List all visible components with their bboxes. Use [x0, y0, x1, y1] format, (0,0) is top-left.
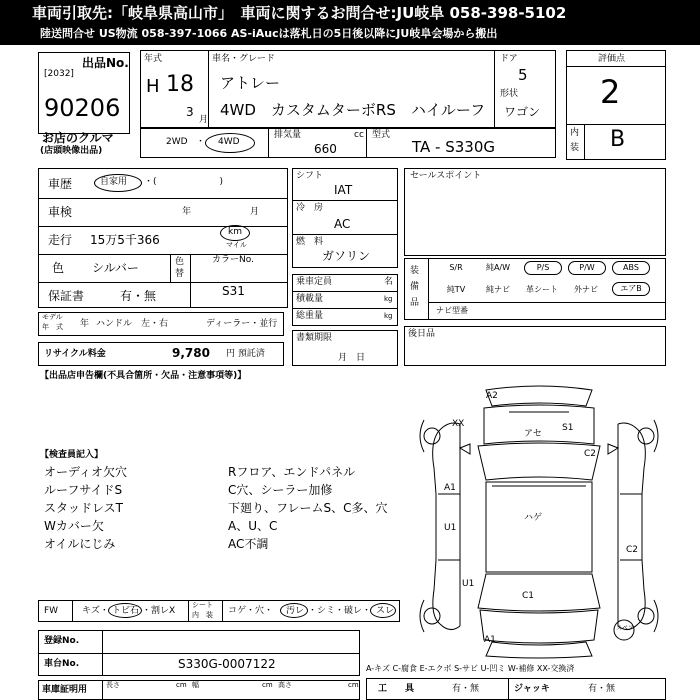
equip-ps: P/S: [524, 261, 562, 275]
fw-label: FW: [44, 606, 59, 616]
insp-right-4: A、U、C: [228, 519, 278, 533]
seat-label-1: シート: [192, 601, 213, 609]
fw-rest: ・割レX: [142, 606, 176, 616]
fuel-value: ガソリン: [322, 249, 371, 263]
load-label: 積載量: [296, 294, 324, 304]
mark-c2-right: C2: [626, 545, 639, 555]
cert-cm-2: cm: [262, 681, 273, 689]
equip-leather: 革シート: [526, 285, 558, 294]
reg-label: 車歴: [48, 177, 73, 191]
score-value: 2: [600, 73, 621, 111]
color-no-label: カラーNo.: [212, 255, 254, 265]
mark-xx: XX: [452, 419, 465, 429]
insp-left-1: オーディオ欠穴: [44, 465, 128, 479]
equip-aw: 純A/W: [485, 263, 511, 272]
mileage-label: 走行: [48, 233, 73, 247]
color-value: シルバー: [92, 261, 139, 275]
equip-label-1: 装: [410, 266, 420, 276]
door-label: ドア: [500, 54, 518, 64]
equip-tv: 純TV: [446, 285, 466, 294]
drive-sep: ・: [196, 137, 206, 147]
mile-sub: マイル: [226, 241, 247, 249]
mark-c2-top: C2: [584, 449, 597, 459]
model-label: 型式: [372, 130, 391, 140]
interior-label-1: 内: [570, 128, 580, 138]
seat-label-2: 内 装: [192, 611, 213, 619]
month-value: 3: [186, 105, 194, 119]
equip-label-3: 品: [410, 298, 420, 308]
drive-2wd: 2WD: [166, 137, 188, 147]
stain: 汚レ: [286, 606, 305, 616]
model-year-label-1: モデル: [42, 313, 63, 321]
recycle-value: 9,780: [172, 346, 210, 360]
interior-text: コゲ・穴・: [228, 606, 274, 616]
equip-pw: P/W: [568, 261, 606, 275]
equip-abs: ABS: [612, 261, 650, 275]
door-value: 5: [518, 66, 528, 84]
shop-sub: (店頭映像出品): [40, 146, 103, 156]
tools-value: 有・無: [452, 684, 480, 694]
color-label: 色: [52, 261, 65, 275]
handle-year-unit: 年: [80, 319, 90, 329]
shop-label: お店のクルマ: [42, 131, 114, 145]
inspection-label: 【検査員記入】: [40, 450, 104, 460]
month-unit: 月: [199, 115, 209, 125]
warranty-value: 有・無: [120, 289, 157, 303]
color-swap-1: 色: [175, 257, 185, 267]
displacement: 660: [314, 142, 337, 156]
cert-height: 高さ: [278, 681, 292, 689]
model-value: TA - S330G: [412, 138, 495, 156]
sales-box: [404, 168, 666, 256]
fw-sep: キズ・: [82, 606, 109, 616]
reg-rest: ・( ): [144, 177, 224, 187]
mark-s1: S1: [562, 423, 574, 433]
reg-no-label: 登録No.: [44, 636, 80, 646]
mark-u1-right: U1: [462, 579, 475, 589]
cert-cm-3: cm: [348, 681, 359, 689]
doc-unit: 月 日: [338, 353, 366, 363]
reg-value: 自家用: [100, 177, 128, 187]
handle: ハンドル 左・右: [96, 319, 169, 329]
after-box: [404, 326, 666, 366]
jack-value: 有・無: [588, 684, 616, 694]
year-value: 18: [166, 72, 194, 97]
car-diagram: [414, 384, 664, 660]
recycle-label: リサイクル料金: [44, 349, 106, 359]
ac-value: AC: [334, 217, 351, 231]
after-label: 後日品: [408, 329, 436, 339]
warranty-label: 保証書: [48, 289, 85, 303]
chassis-label: 車台No.: [44, 659, 80, 669]
fw-mark: トビ石: [112, 606, 140, 616]
car-grade: 4WD カスタムターボRS ハイルーフ: [220, 101, 486, 119]
shift-value: IAT: [334, 183, 353, 197]
capacity-unit: 名: [384, 277, 394, 287]
equip-ext-navi: 外ナビ: [574, 285, 598, 294]
spare-label: スペア: [616, 625, 635, 632]
disp-label: 排気量: [274, 130, 302, 140]
weight-unit: kg: [384, 312, 393, 320]
era: H: [146, 76, 160, 97]
interior-rest: ・シミ・破レ・: [308, 606, 372, 616]
shift-label: シフト: [296, 171, 324, 181]
equip-navi: 純ナビ: [486, 285, 510, 294]
equip-label-2: 備: [410, 282, 420, 292]
declaration-label: 【出品店申告欄(不具合箇所・欠品・注意事項等)】: [40, 371, 247, 381]
mileage-unit: km: [228, 227, 242, 237]
insp-left-5: オイルにじみ: [44, 537, 116, 551]
insp-right-2: C穴、シーラー加修: [228, 483, 333, 497]
sure: スレ: [376, 606, 395, 616]
mark-u1-left: U1: [444, 523, 457, 533]
year-label: 年式: [144, 54, 163, 64]
sales-label: セールスポイント: [410, 171, 482, 181]
load-unit: kg: [384, 295, 393, 303]
car-name: アトレー: [220, 74, 281, 92]
tools-label: 工 具: [378, 684, 415, 694]
header-line-2: 陸送問合せ US物流 058-397-1066 AS-iAucは落札日の5日後以降にJU岐阜会場から搬出: [40, 27, 498, 40]
inspect-month-unit: 月: [250, 207, 260, 217]
disp-unit: cc: [354, 130, 364, 140]
drive-4wd: 4WD: [218, 137, 240, 147]
model-year-label-2: 年 式: [42, 323, 63, 331]
lot-small: [2032]: [44, 69, 74, 79]
inspect-year-unit: 年: [182, 207, 192, 217]
inspect-label: 車検: [48, 205, 73, 219]
history-box: [38, 168, 288, 308]
equip-sr: S/R: [449, 263, 463, 272]
interior-value: B: [610, 127, 626, 152]
cert-width: 幅: [192, 681, 199, 689]
interior-label-2: 装: [570, 143, 580, 153]
recycle-unit: 円 預託済: [226, 349, 265, 359]
mark-a1-left: A1: [444, 483, 456, 493]
color-swap-2: 替: [175, 269, 185, 279]
doc-label: 書類期限: [296, 333, 333, 343]
score-label: 評価点: [598, 54, 626, 64]
cert-cm-1: cm: [176, 681, 187, 689]
lot-number: 90206: [44, 94, 121, 122]
insp-left-4: Wカバー欠: [44, 519, 104, 533]
mark-a2: A2: [486, 391, 498, 401]
insp-right-3: 下廻り、フレームS、C多、穴: [228, 501, 388, 515]
cert-label: 車庫証明用: [42, 685, 88, 695]
mark-a1-bottom: A1: [484, 635, 496, 645]
mark-hage: ハゲ: [524, 513, 543, 523]
insp-left-3: スタッドレスT: [44, 501, 123, 515]
equip-airbag: エアB: [612, 282, 650, 296]
ac-label: 冷 房: [296, 203, 324, 213]
mileage-value: 15万5千366: [90, 233, 160, 247]
chassis-value: S330G-0007122: [178, 657, 276, 671]
fuel-label: 燃 料: [296, 237, 324, 247]
lot-label: 出品No.: [82, 56, 129, 70]
insp-right-5: AC不調: [228, 537, 269, 551]
shape-value: ワゴン: [504, 105, 541, 119]
mark-c1: C1: [522, 591, 535, 601]
name-label: 車名・グレード: [212, 54, 276, 64]
nav-model-label: ナビ型番: [436, 306, 468, 315]
insp-right-1: Rフロア、エンドパネル: [228, 465, 356, 479]
capacity-label: 乗車定員: [296, 277, 333, 287]
insp-left-2: ルーフサイドS: [44, 483, 123, 497]
color-no: S31: [222, 284, 245, 298]
mark-ase: アセ: [524, 429, 542, 439]
dealer: ディーラー・並行: [206, 319, 278, 329]
header-line-1: 車両引取先:「岐阜県高山市」 車両に関するお問合せ:JU岐阜 058-398-5102: [32, 4, 567, 22]
weight-label: 総重量: [296, 311, 324, 321]
damage-legend: A-キズ C-腐食 E-エクボ S-サビ U-凹ミ W-補修 XX-交換済: [366, 664, 575, 673]
shape-label: 形状: [500, 89, 519, 99]
jack-label: ジャッキ: [514, 684, 550, 694]
cert-length: 長さ: [106, 681, 120, 689]
